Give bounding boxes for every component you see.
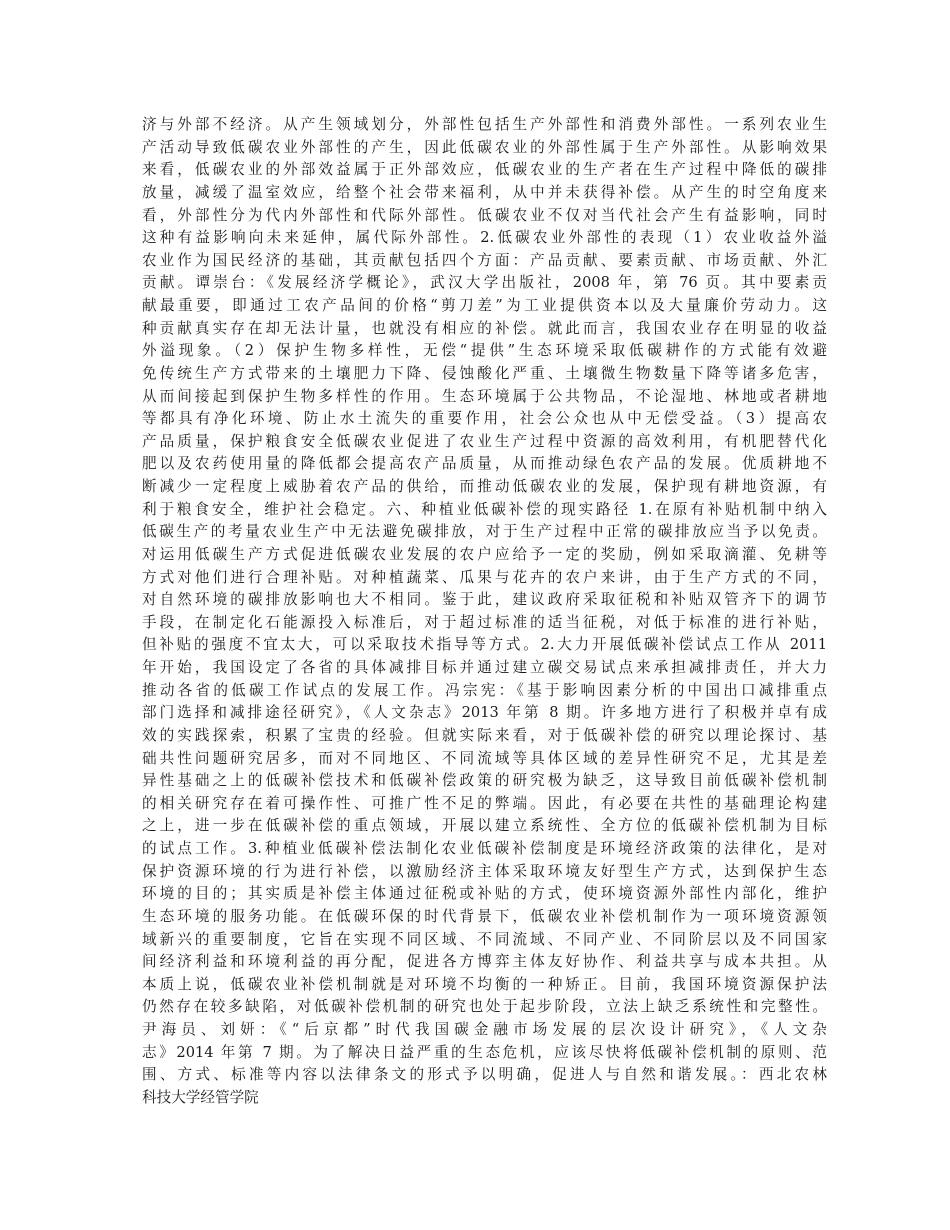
text-line: 利于粮食安全，维护社会稳定。六、种植业低碳补偿的现实路径 1.在原有补贴机制中纳入 (142, 500, 827, 518)
text-line: 看，外部性分为代内外部性和代际外部性。低碳农业不仅对当代社会产生有益影响，同时 (142, 206, 827, 224)
text-line: 尹海员、刘妍：《“后京都”时代我国碳金融市场发展的层次设计研究》，《人文杂 (142, 1021, 827, 1038)
text-line: 产品质量，保护粮食安全低碳农业促进了农业生产过程中资源的高效利用，有机肥替代化 (142, 432, 827, 450)
text-line: 产活动导致低碳农业外部性的产生，因此低碳农业的外部性属于生产外部性。从影响效果 (142, 138, 827, 156)
text-line: 外溢现象。（2）保护生物多样性，无偿“提供”生态环境采取低碳耕作的方式能有效避 (142, 342, 827, 360)
text-line: 来看，低碳农业的外部效益属于正外部效应，低碳农业的生产者在生产过程中降低的碳排 (142, 161, 827, 179)
text-line: 本质上说，低碳农业补偿机制就是对环境不均衡的一种矫正。目前，我国环境资源保护法 (142, 975, 827, 993)
text-line: 围、方式、标准等内容以法律条文的形式予以明确，促进人与自然和谐发展。：西北农林 (142, 1066, 827, 1084)
text-line: 础共性问题研究居多，而对不同地区、不同流域等具体区域的差异性研究不足，尤其是差 (142, 749, 827, 767)
text-line: 贡献。谭崇台：《发展经济学概论》，武汉大学出版社，2008 年，第 76 页。其中要素贡 (142, 274, 827, 292)
text-line: 放量，减缓了温室效应，给整个社会带来福利，从中并未获得补偿。从产生的时空角度来 (142, 183, 827, 201)
text-line: 对运用低碳生产方式促进低碳农业发展的农户应给予一定的奖励，例如采取滴灌、免耕等 (142, 545, 827, 563)
text-line: 年开始，我国设定了各省的具体减排目标并通过建立碳交易试点来承担减排责任，并大力 (142, 659, 827, 676)
text-line: 低碳生产的考量农业生产中无法避免碳排放，对于生产过程中正常的碳排放应当予以免责。 (142, 523, 827, 541)
text-line: 方式对他们进行合理补贴。对种植蔬菜、瓜果与花卉的农户来讲，由于生产方式的不同， (142, 568, 827, 586)
text-line: 断减少一定程度上威胁着农产品的供给，而推动低碳农业的发展，保护现有耕地资源，有 (142, 478, 827, 495)
text-line: 免传统生产方式带来的土壤肥力下降、侵蚀酸化严重、土壤微生物数量下降等诸多危害， (142, 364, 827, 382)
text-line: 肥以及农药使用量的降低都会提高农产品质量，从而推动绿色农产品的发展。优质耕地不 (142, 455, 827, 473)
text-line: 济与外部不经济。从产生领域划分，外部性包括生产外部性和消费外部性。一系列农业生 (142, 116, 827, 133)
text-line: 效的实践探索，积累了宝贵的经验。但就实际来看，对于低碳补偿的研究以理论探讨、基 (142, 726, 827, 744)
text-line: 这种有益影响向未来延伸，属代际外部性。2.低碳农业外部性的表现（1）农业收益外溢 (142, 229, 827, 247)
text-line: 间经济利益和环境利益的再分配，促进各方博弈主体友好协作、利益共享与成本共担。从 (142, 953, 827, 971)
text-line: 推动各省的低碳工作试点的发展工作。冯宗宪：《基于影响因素分析的中国出口减排重点 (142, 681, 827, 699)
text-line: 农业作为国民经济的基础，其贡献包括四个方面：产品贡献、要素贡献、市场贡献、外汇 (142, 251, 827, 269)
text-line: 手段，在制定化石能源投入标准后，对于超过标准的适当征税，对低于标准的进行补贴， (142, 613, 827, 631)
text-line: 保护资源环境的行为进行补偿，以激励经济主体采取环境友好型生产方式，达到保护生态 (142, 862, 827, 880)
text-line: 之上，进一步在低碳补偿的重点领域，开展以建立系统性、全方位的低碳补偿机制为目标 (142, 817, 827, 835)
body-text (142, 114, 827, 1110)
text-line: 科技大学经管学院 (142, 1088, 259, 1106)
text-line: 的相关研究存在着可操作性、可推广性不足的弊端。因此，有必要在共性的基础理论构建 (142, 794, 827, 812)
text-line: 的试点工作。3.种植业低碳补偿法制化农业低碳补偿制度是环境经济政策的法律化，是对 (142, 840, 827, 857)
text-line: 域新兴的重要制度，它旨在实现不同区域、不同流域、不同产业、不同阶层以及不同国家 (142, 930, 827, 948)
text-line: 对自然环境的碳排放影响也大不相同。鉴于此，建议政府采取征税和补贴双管齐下的调节 (142, 591, 827, 609)
text-line: 生态环境的服务功能。在低碳环保的时代背景下，低碳农业补偿机制作为一项环境资源领 (142, 907, 827, 925)
text-line: 但补贴的强度不宜太大，可以采取技术指导等方式。2.大力开展低碳补偿试点工作从 2011 (142, 636, 827, 654)
text-line: 异性基础之上的低碳补偿技术和低碳补偿政策的研究极为缺乏，这导致目前低碳补偿机制 (142, 772, 827, 790)
text-line: 仍然存在较多缺陷，对低碳补偿机制的研究也处于起步阶段，立法上缺乏系统性和完整性。 (142, 998, 827, 1016)
text-line: 志》2014 年第 7 期。为了解决日益严重的生态危机，应该尽快将低碳补偿机制的原则、范 (142, 1043, 827, 1061)
text-line: 部门选择和减排途径研究》，《人文杂志》2013 年第 8 期。许多地方进行了积极并卓有成 (142, 704, 827, 722)
text-line: 献最重要，即通过工农产品间的价格“剪刀差”为工业提供资本以及大量廉价劳动力。这 (142, 297, 827, 314)
text-line: 种贡献真实存在却无法计量，也就没有相应的补偿。就此而言，我国农业存在明显的收益 (142, 319, 827, 337)
text-line: 等都具有净化环境、防止水土流失的重要作用，社会公众也从中无偿受益。（3）提高农 (142, 410, 827, 428)
text-line: 环境的目的；其实质是补偿主体通过征税或补贴的方式，使环境资源外部性内部化，维护 (142, 885, 827, 903)
text-line: 从而间接起到保护生物多样性的作用。生态环境属于公共物品，不论湿地、林地或者耕地 (142, 387, 827, 405)
